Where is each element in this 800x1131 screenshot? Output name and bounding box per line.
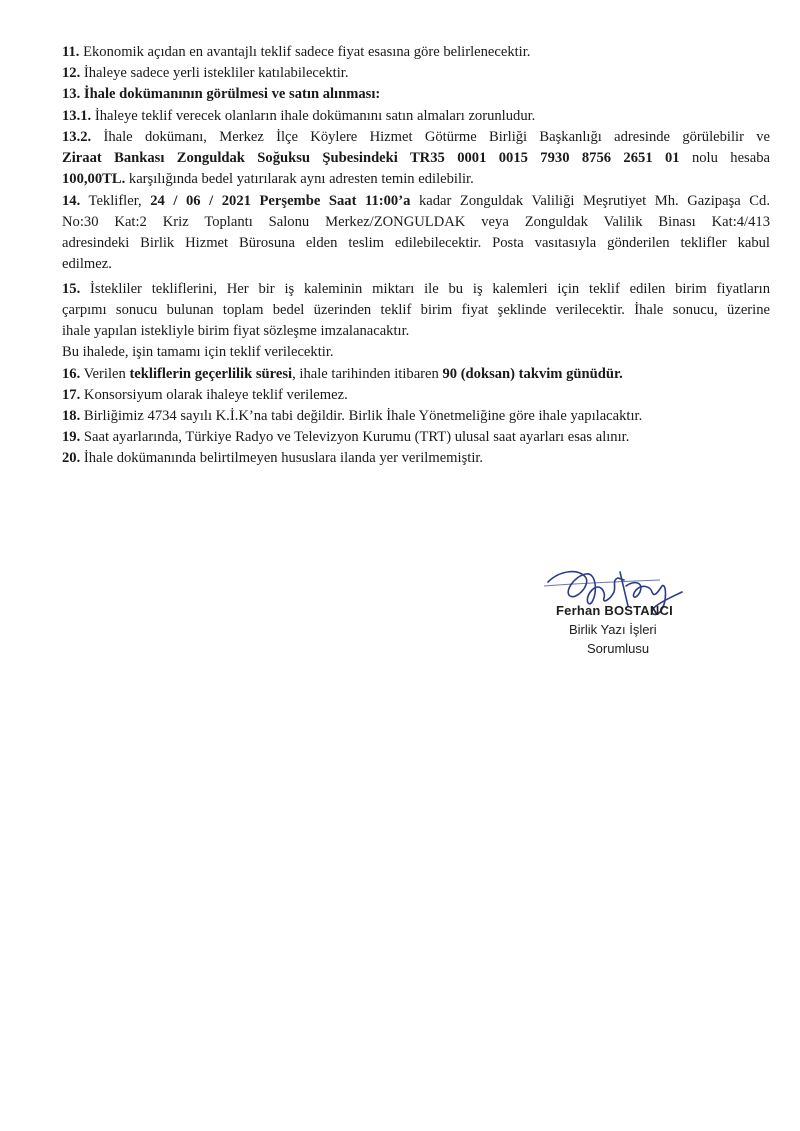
item-13-1: [62, 107, 535, 125]
item-number: 18.: [62, 408, 81, 424]
validity-label: tekliflerin geçerlilik süresi: [129, 366, 293, 382]
item-number: 19.: [62, 429, 81, 445]
item-number: 12.: [62, 65, 81, 81]
item-11: [62, 43, 530, 61]
item-18: [62, 407, 642, 425]
item-15-line-3: ihale yapılan istekliyle birim fiyat sözleşme imzalanacaktır.: [62, 323, 410, 339]
signatory-title-cont: Sorumlusu: [587, 641, 650, 656]
item-12: [62, 64, 349, 82]
fee-amount: 100,00TL.: [62, 171, 126, 187]
item-number: 13.2.: [62, 129, 92, 145]
item-14-line-4: edilmez.: [62, 256, 112, 272]
item-15-line-4: Bu ihalede, işin tamamı için teklif verilecektir.: [62, 344, 334, 360]
item-text: Verilen: [80, 366, 130, 382]
item-text: Konsorsiyum olarak ihaleye teklif verilemez.: [80, 387, 348, 403]
item-text: İhale dokümanı, Merkez İlçe Köylere Hizmet Götürme Birliği Başkanlığı adresinde görülebilir ve: [91, 129, 770, 145]
item-text: Teklifler,: [80, 193, 151, 209]
validity-period: 90 (doksan) takvim günüdür.: [442, 366, 623, 382]
item-number: 14.: [62, 193, 81, 209]
item-text: Ekonomik açıdan en avantajlı teklif sadece fiyat esasına göre belirlenecektir.: [79, 44, 531, 60]
item-text: İhaleye teklif verecek olanların ihale dokümanını satın almaları zorunludur.: [91, 108, 536, 124]
item-text: İhaleye sadece yerli istekliler katılabilecektir.: [80, 65, 349, 81]
item-16: [62, 365, 623, 383]
item-text: İstekliler tekliflerini, Her bir iş kaleminin miktarı ile bu iş kalemleri için teklif edilen birim fiyatların: [80, 281, 770, 297]
item-14-line-3: adresindeki Birlik Hizmet Bürosuna elden teslim edilebilecektir. Posta vasıtasıyla gönderilen teklifler kabul: [62, 235, 770, 251]
item-text: karşılığında bedel yatırılarak aynı adresten temin edilebilir.: [125, 171, 474, 187]
item-14-line-2: No:30 Kat:2 Kriz Toplantı Salonu Merkez/ZONGULDAK veya Zonguldak Valilik Binası Kat:4/413: [62, 214, 770, 230]
signatory-title: Birlik Yazı İşleri: [569, 622, 657, 637]
item-number: 16.: [62, 366, 81, 382]
item-17: [62, 386, 348, 404]
item-20: [62, 449, 483, 467]
item-text: Saat ayarlarında, Türkiye Radyo ve Televizyon Kurumu (TRT) ulusal saat ayarları esas alınır.: [80, 429, 630, 445]
item-number: 17.: [62, 387, 81, 403]
bank-account: Ziraat Bankası Zonguldak Soğuksu Şubesindeki TR35 0001 0015 7930 8756 2651 01: [62, 150, 680, 166]
signatory-name: Ferhan BOSTANCI: [556, 603, 673, 618]
item-15-line-2: çarpımı sonucu bulunan toplam bedel üzerinden teklif birim fiyat şeklinde verilecektir. İhale sonucu, üzerine: [62, 302, 770, 318]
deadline-date: 24 / 06 / 2021 Perşembe Saat 11:00’a: [150, 193, 411, 209]
item-text: kadar Zonguldak Valiliği Meşrutiyet Mh. Gazipaşa Cd.: [410, 193, 770, 209]
item-number: 11.: [62, 44, 80, 60]
section-heading-13: 13. İhale dokümanının görülmesi ve satın alınması:: [62, 86, 381, 102]
item-text: nolu hesaba: [679, 150, 770, 166]
item-14-line-1: [62, 192, 770, 210]
item-13-2-line-1: [62, 128, 770, 146]
item-text: Birliğimiz 4734 sayılı K.İ.K’na tabi değildir. Birlik İhale Yönetmeliğine göre ihale yapılacaktır.: [80, 408, 643, 424]
item-13-2-line-2: [62, 149, 770, 167]
item-number: 13.1.: [62, 108, 92, 124]
item-13-2-line-3: [62, 170, 474, 188]
item-number: 20.: [62, 450, 81, 466]
item-text: , ihale tarihinden itibaren: [292, 366, 443, 382]
item-15-line-1: [62, 280, 770, 298]
item-number: 15.: [62, 281, 81, 297]
item-text: İhale dokümanında belirtilmeyen hususlara ilanda yer verilmemiştir.: [80, 450, 484, 466]
item-19: [62, 428, 629, 446]
